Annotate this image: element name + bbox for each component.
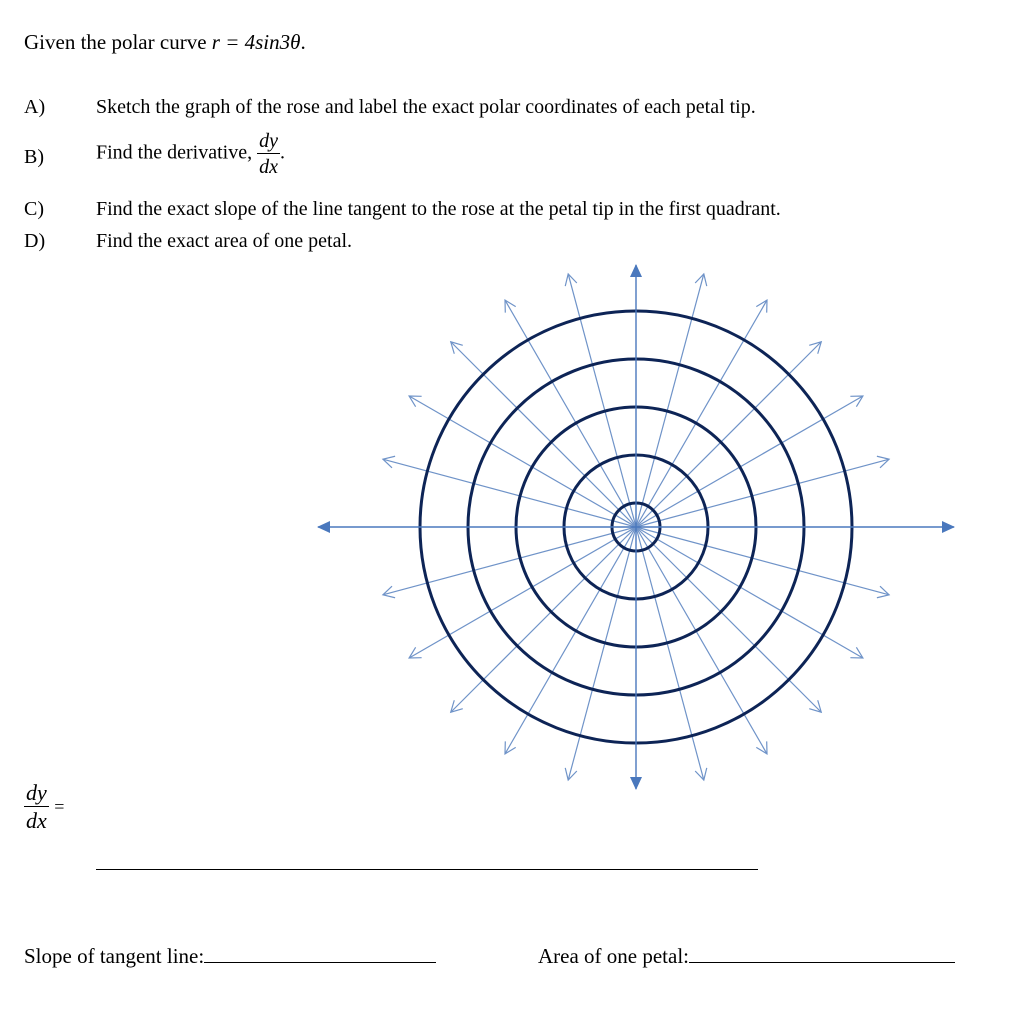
polar-ray-135 — [451, 342, 636, 527]
answer-fraction — [24, 782, 49, 832]
derivative-answer-line[interactable] — [96, 868, 758, 870]
area-answer-line[interactable] — [689, 961, 955, 963]
question-d-text: Find the exact area of one petal. — [96, 230, 352, 252]
prompt-lead: Given the polar curve — [24, 30, 207, 54]
polar-ray-120 — [505, 300, 636, 527]
polar-ray-60 — [636, 300, 767, 527]
derivative-answer — [24, 782, 64, 832]
polar-ray-30 — [636, 396, 863, 527]
polar-ray-150 — [409, 396, 636, 527]
question-b-end: . — [279, 141, 285, 164]
area-answer — [538, 944, 955, 969]
slope-answer-line[interactable] — [204, 961, 436, 963]
polar-ray-225 — [451, 527, 636, 712]
question-d-letter: D) — [24, 230, 46, 252]
polar-axes — [318, 265, 954, 789]
polar-ray-300 — [636, 527, 767, 754]
polar-ray-330 — [636, 527, 863, 658]
prompt-end: . — [300, 30, 306, 54]
question-c-text: Find the exact slope of the line tangent to the rose at the petal tip in the first quadrant. — [96, 198, 781, 220]
slope-label: Slope of tangent line: — [24, 944, 205, 968]
answer-denominator: dx — [26, 808, 47, 833]
polar-ray-240 — [505, 527, 636, 754]
fraction-numerator: dy — [259, 130, 278, 152]
fraction-denominator: dx — [259, 156, 278, 178]
polar-ray-210 — [409, 527, 636, 658]
area-label: Area of one petal: — [538, 944, 690, 968]
polar-ray-45 — [636, 342, 821, 527]
question-b-text: Find the derivative, — [96, 141, 253, 164]
polar-ray-315 — [636, 527, 821, 712]
answer-equals: = — [54, 796, 65, 817]
question-a-text: Sketch the graph of the rose and label the exact polar coordinates of each petal tip. — [96, 96, 756, 118]
answer-numerator: dy — [26, 780, 47, 805]
question-c-letter: C) — [24, 198, 44, 220]
polar-equation: r = 4sin3θ — [211, 30, 301, 54]
question-a-letter: A) — [24, 96, 46, 118]
question-b-letter: B) — [24, 146, 44, 168]
slope-answer — [24, 944, 436, 969]
